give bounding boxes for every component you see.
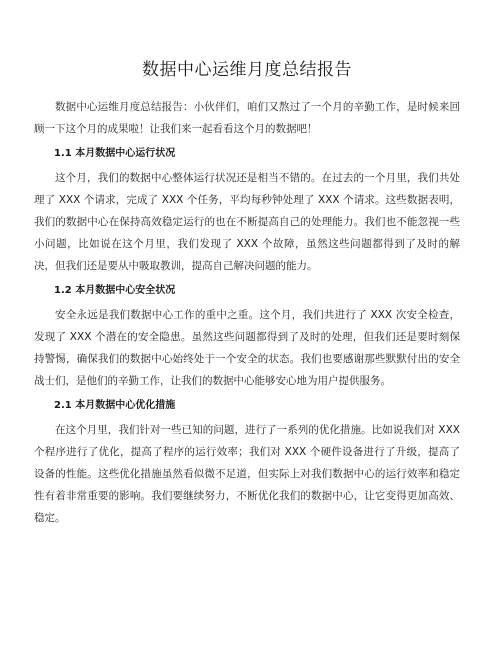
section-body-1-2: 安全永远是我们数据中心工作的重中之重。这个月，我们共进行了 XXX 次安全检查，发现了 XXX 个潜在的安全隐患。虽然这些问题都得到了及时的处理，但我们还是要时刻保持警惕，确保我们的数据中心始终处于一个安全的状态。我们也要感谢那些默默付出的安全战士们，是他们的辛勤工作，让我们的数据中心能够安心地为用户提供服务。	[34, 309, 460, 387]
section-heading-1-2: 1.2 本月数据中心安全状况	[54, 285, 176, 296]
section-body-1-1: 这个月，我们的数据中心整体运行状况还是相当不错的。在过去的一个月里，我们共处理了 XXX 个请求，完成了 XXX 个任务，平均每秒钟处理了 XXX 个请求。这些数据表明，我们的数据中心在保持高效稳定运行的也在不断提高自己的处理能力。我们也不能忽视一些小问题，比如说在这个月里，我们发现了 XXX 个故障，虽然这些问题都得到了及时的解决，但我们还是要从中吸取教训，提高自己解决问题的能力。	[34, 172, 460, 272]
section-heading-2-1: 2.1 本月数据中心优化措施	[54, 400, 176, 411]
section-body-2-1: 在这个月里，我们针对一些已知的问题，进行了一系列的优化措施。比如说我们对 XXX 个程序进行了优化，提高了程序的运行效率；我们对 XXX 个硬件设备进行了升级，提高了设备的性能。这些优化措施虽然看似微不足道，但实际上对我们数据中心的运行效率和稳定性有着非常重要的影响。我们要继续努力，不断优化我们的数据中心，让它变得更加高效、稳定。	[34, 424, 460, 524]
document-title: 数据中心运维月度总结报告	[142, 60, 352, 80]
section-heading-1-1: 1.1 本月数据中心运行状况	[54, 148, 176, 159]
intro-paragraph: 数据中心运维月度总结报告：小伙伴们，咱们又熬过了一个月的辛勤工作，是时候来回顾一下这个月的成果啦！让我们来一起看看这个月的数据吧！	[34, 101, 460, 135]
